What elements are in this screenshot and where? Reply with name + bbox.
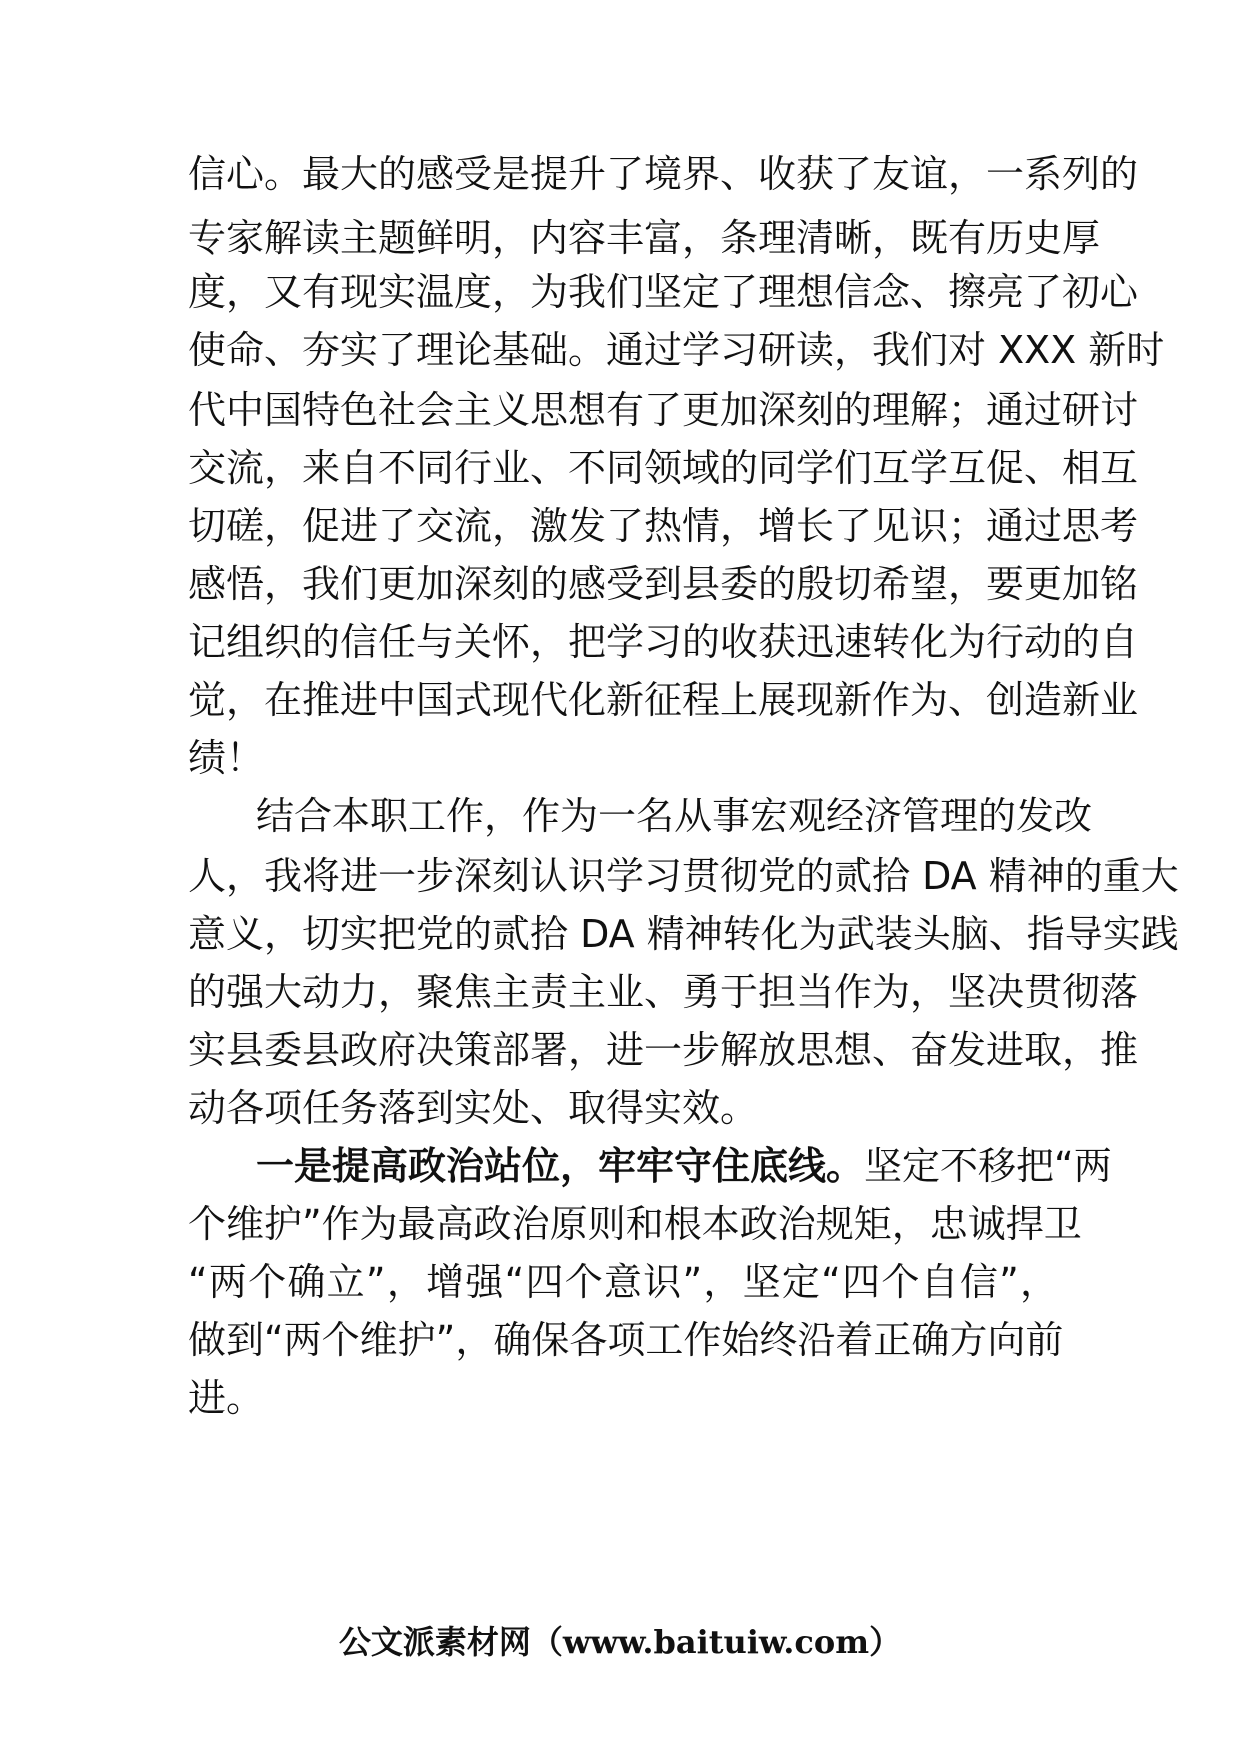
body-text-line: 绩！ [188,736,265,780]
paragraph-heading: 一是提高政治站位，牢牢守住底线。 [256,1144,865,1188]
body-text-line: 意义，切实把党的贰拾 DA 精神转化为武装头脑、指导实践 [188,912,1179,956]
body-text-line: 实县委县政府决策部署，进一步解放思想、奋发进取，推 [188,1028,1139,1072]
body-text-line: 度，又有现实温度，为我们坚定了理想信念、擦亮了初心 [188,270,1139,314]
body-text-line: 觉，在推进中国式现代化新征程上展现新作为、创造新业 [188,678,1139,722]
body-text-line: 做到“两个维护”，确保各项工作始终沿着正确方向前 [188,1318,1064,1362]
body-text-line: 使命、夯实了理论基础。通过学习研读，我们对 XXX 新时 [188,328,1165,372]
body-text-line: 感悟，我们更加深刻的感受到县委的殷切希望，要更加铭 [188,562,1139,606]
paragraph-first-line [256,1134,1112,1198]
body-text-line: 专家解读主题鲜明，内容丰富，条理清晰，既有历史厚 [188,216,1101,260]
body-text-line: 动各项任务落到实处、取得实效。 [188,1086,759,1130]
paragraph-first-line: 结合本职工作，作为一名从事宏观经济管理的发改 [256,794,1093,838]
body-text-line: 代中国特色社会主义思想有了更加深刻的理解；通过研讨 [188,388,1139,432]
body-text-line: 切磋，促进了交流，激发了热情，增长了见识；通过思考 [188,504,1139,548]
body-text-line: 人，我将进一步深刻认识学习贯彻党的贰拾 DA 精神的重大 [188,854,1179,898]
body-text-line: 进。 [188,1376,265,1420]
body-text-line: 信心。最大的感受是提升了境界、收获了友谊，一系列的 [188,152,1139,196]
body-text-line: 记组织的信任与关怀，把学习的收获迅速转化为行动的自 [188,620,1139,664]
body-text-line: 个维护”作为最高政治原则和根本政治规矩，忠诚捍卫 [188,1202,1082,1246]
body-text-line: 交流，来自不同行业、不同领域的同学们互学互促、相互 [188,446,1139,490]
body-text-span: 坚定不移把“两 [864,1144,1112,1188]
footer-source-text: 公文派素材网（www.baituiw.com） [338,1623,902,1661]
body-text-line: 的强大动力，聚焦主责主业、勇于担当作为，坚决贯彻落 [188,970,1139,1014]
body-text-line: “两个确立”，增强“四个意识”，坚定“四个自信”， [188,1260,1058,1304]
